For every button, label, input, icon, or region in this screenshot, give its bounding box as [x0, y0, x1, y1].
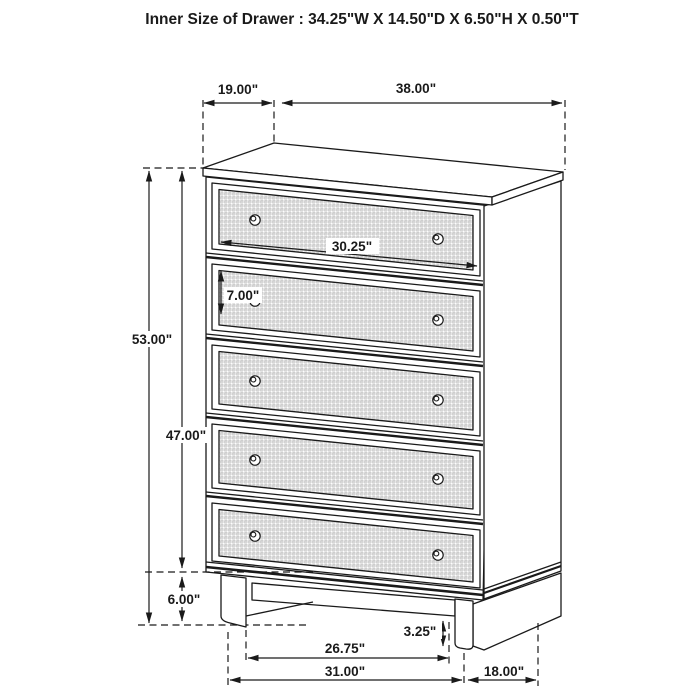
drawer-knob-icon [433, 474, 443, 484]
drawer-knob-icon [433, 550, 443, 560]
drawer-knob-icon [250, 215, 260, 225]
dim-label-top-depth: 19.00" [217, 82, 259, 97]
page-title: Inner Size of Drawer : 34.25"W X 14.50"D X 6.50"H X 0.50"T [145, 11, 579, 28]
drawer-knob-icon [433, 234, 443, 244]
dim-label-drawer-width: 30.25" [331, 239, 373, 254]
front-right-leg [455, 599, 473, 649]
dim-label-base-width: 31.00" [324, 664, 366, 679]
dim-label-body-height: 47.00" [165, 428, 207, 443]
dim-label-apron-clearance: 3.25" [403, 624, 437, 639]
dim-label-drawer-height: 7.00" [226, 288, 260, 303]
drawer-knob-icon [433, 395, 443, 405]
front-left-leg [221, 575, 246, 627]
drawer-knob-icon [250, 531, 260, 541]
drawer-knob-icon [250, 455, 260, 465]
dim-label-base-depth: 18.00" [483, 664, 525, 679]
drawer-knob-icon [250, 376, 260, 386]
dim-label-overall-height: 53.00" [131, 332, 173, 347]
drawer-knob-icon [433, 315, 443, 325]
chest-drawing [138, 143, 563, 650]
dim-label-base-height: 6.00" [167, 592, 201, 607]
dim-label-top-width: 38.00" [395, 81, 437, 96]
dim-label-leg-span: 26.75" [324, 641, 366, 656]
base-brace-line [246, 602, 313, 616]
chest-right-face [484, 181, 561, 599]
